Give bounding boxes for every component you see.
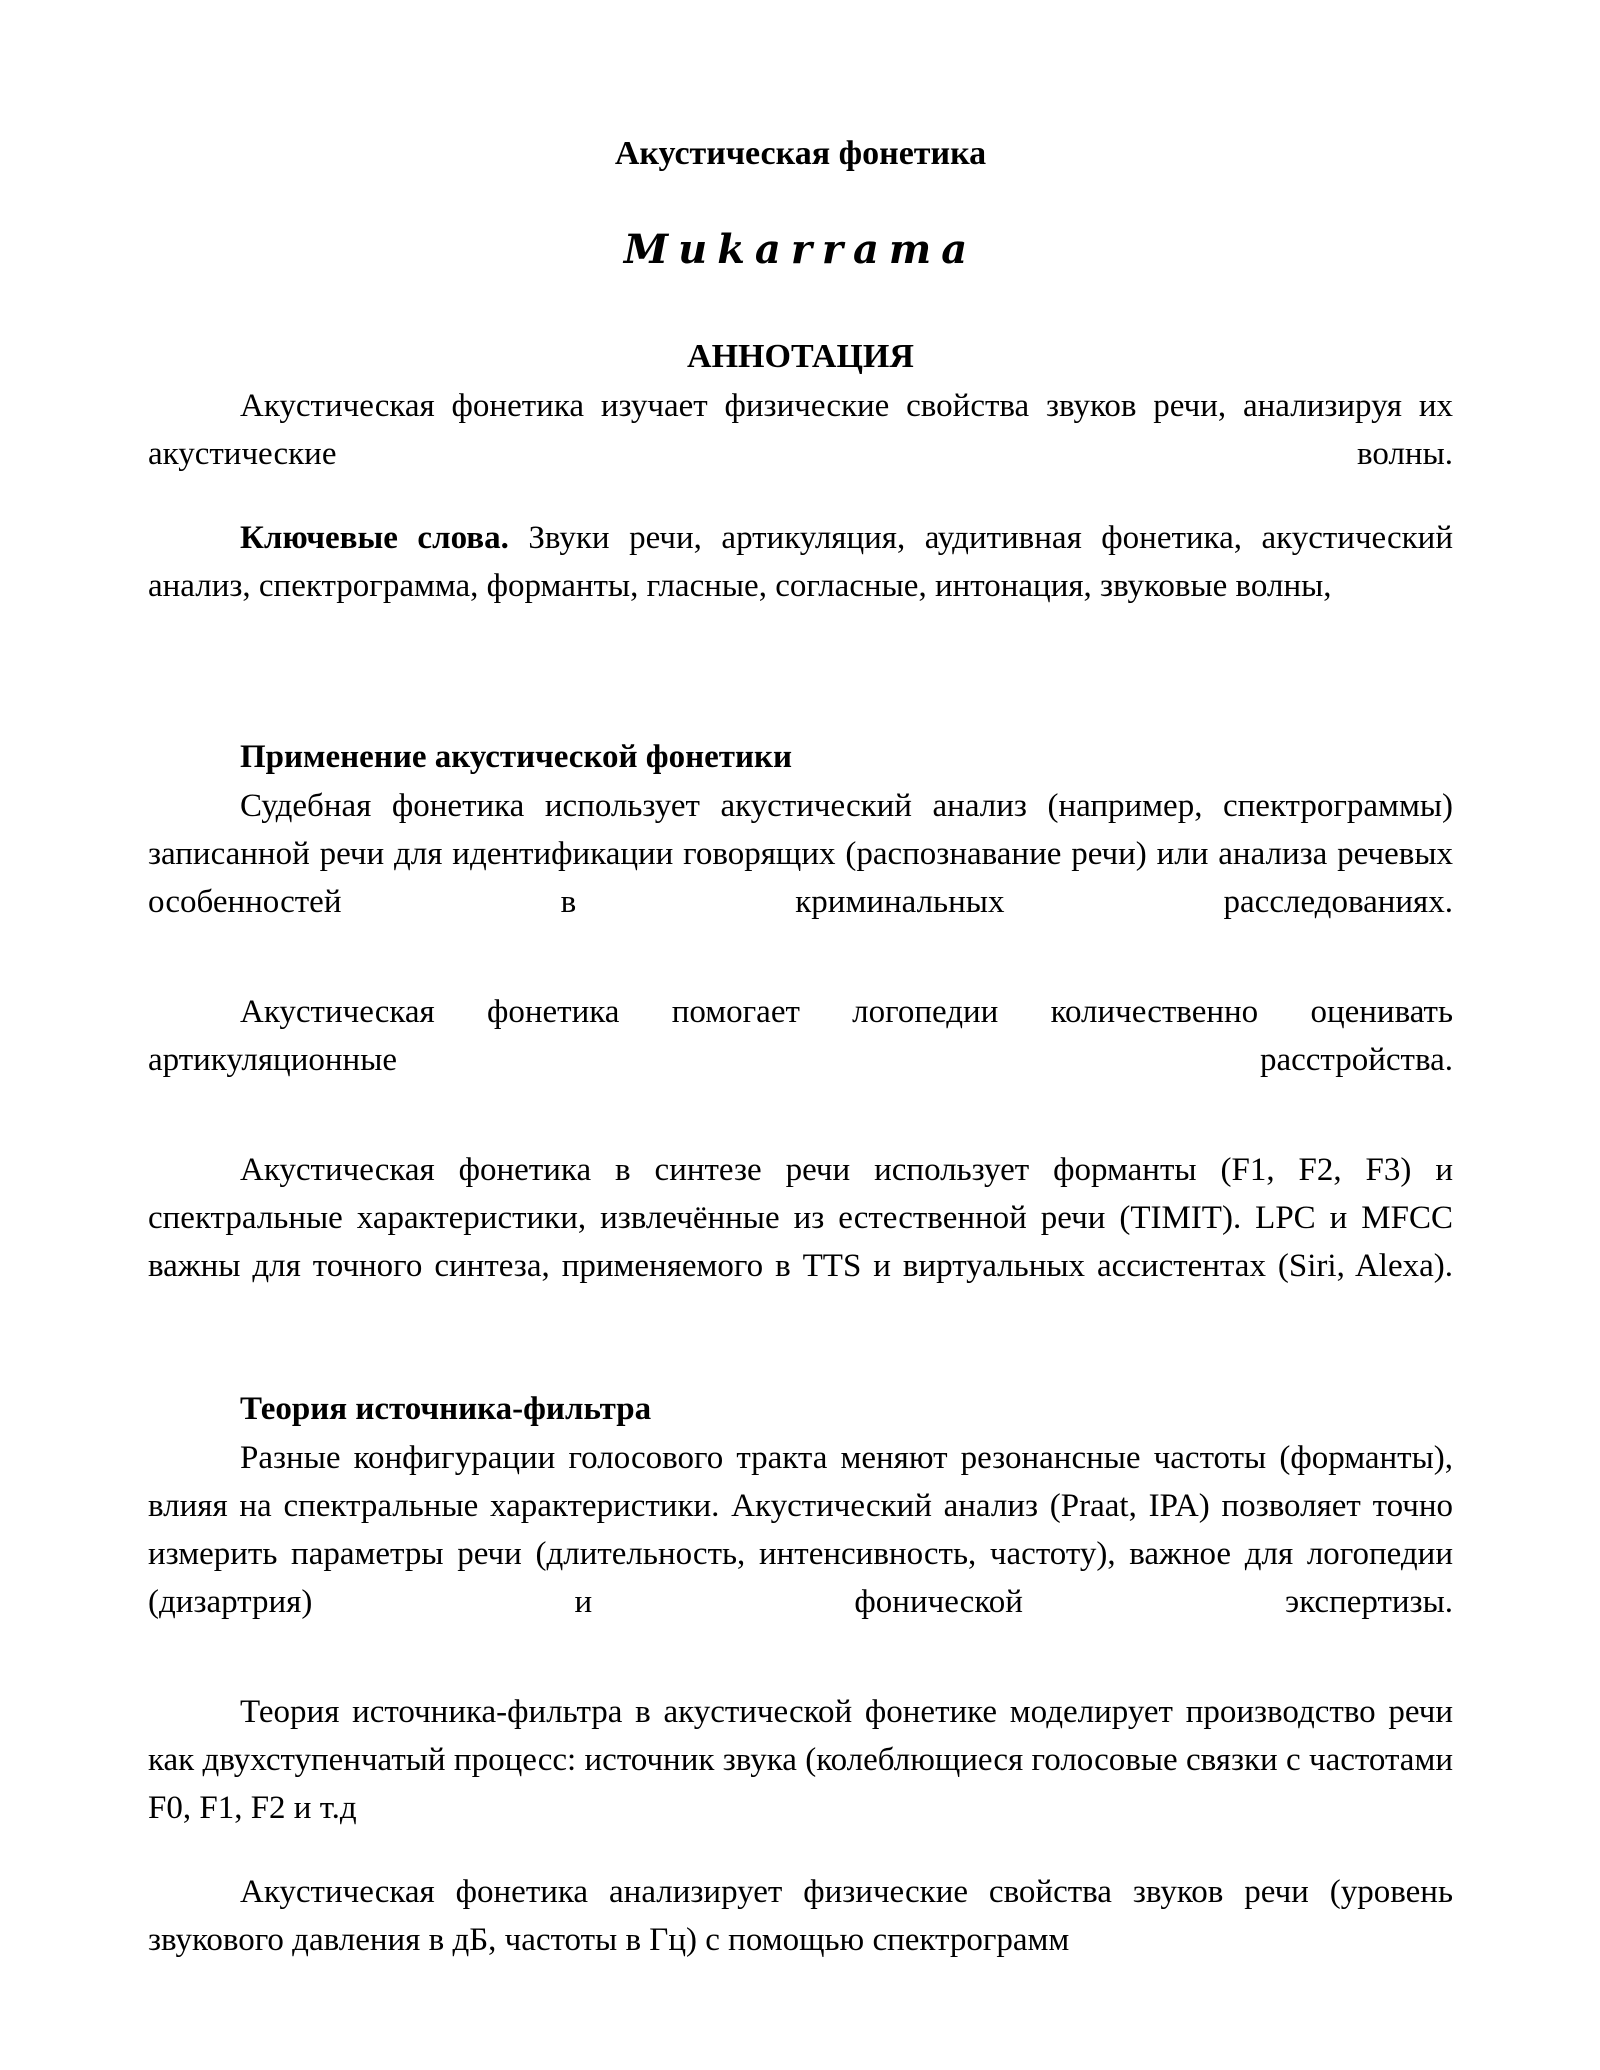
- section-heading-source-filter: Теория источника-фильтра: [240, 1391, 652, 1427]
- keywords-text: Звуки речи, артикуляция, аудитивная фонетика, акустический анализ, спектрограмма, форманты, гласные, согласные, интонация, звуковые волны,: [148, 520, 1454, 604]
- annotation-heading: АННОТАЦИЯ: [687, 338, 914, 375]
- paragraph-vocal-tract: Разные конфигурации голосового тракта меняют резонансные частоты (форманты), влияя на спектральные характеристики. Акустический анализ (Praat, IPA) позволяет точно измерить параметры речи (длительность, интенсивность, частоту), важное для логопедии (дизартрия) и фонической экспертизы.: [148, 1440, 1453, 1620]
- author-name: Mukarrama: [623, 226, 978, 273]
- annotation-paragraph: Акустическая фонетика изучает физические свойства звуков речи, анализируя их акустические волны.: [148, 388, 1453, 472]
- keywords-label: Ключевые слова.: [240, 520, 509, 556]
- paragraph-forensic: Судебная фонетика использует акустический анализ (например, спектрограммы) записанной речи для идентификации говорящих (распознавание речи) или анализа речевых особенностей в криминальных расследованиях.: [148, 788, 1453, 920]
- keywords-paragraph: [148, 514, 1453, 610]
- paragraph-source-filter-theory: Теория источника-фильтра в акустической фонетике моделирует производство речи как двухступенчатый процесс: источник звука (колеблющиеся голосовые связки с частотами F0, F1, F2 и т.д: [148, 1694, 1453, 1826]
- document-title: Акустическая фонетика: [614, 135, 987, 172]
- paragraph-synthesis: Акустическая фонетика в синтезе речи использует форманты (F1, F2, F3) и спектральные характеристики, извлечённые из естественной речи (TIMIT). LPC и MFCC важны для точного синтеза, применяемого в TTS и виртуальных ассистентах (Siri, Alexa).: [148, 1152, 1453, 1284]
- paragraph-speech-therapy: Акустическая фонетика помогает логопедии количественно оценивать артикуляционные расстройства.: [148, 994, 1453, 1078]
- section-heading-application: Применение акустической фонетики: [240, 739, 793, 775]
- paragraph-physical-properties: Акустическая фонетика анализирует физические свойства звуков речи (уровень звукового давления в дБ, частоты в Гц) с помощью спектрограмм: [148, 1874, 1453, 1958]
